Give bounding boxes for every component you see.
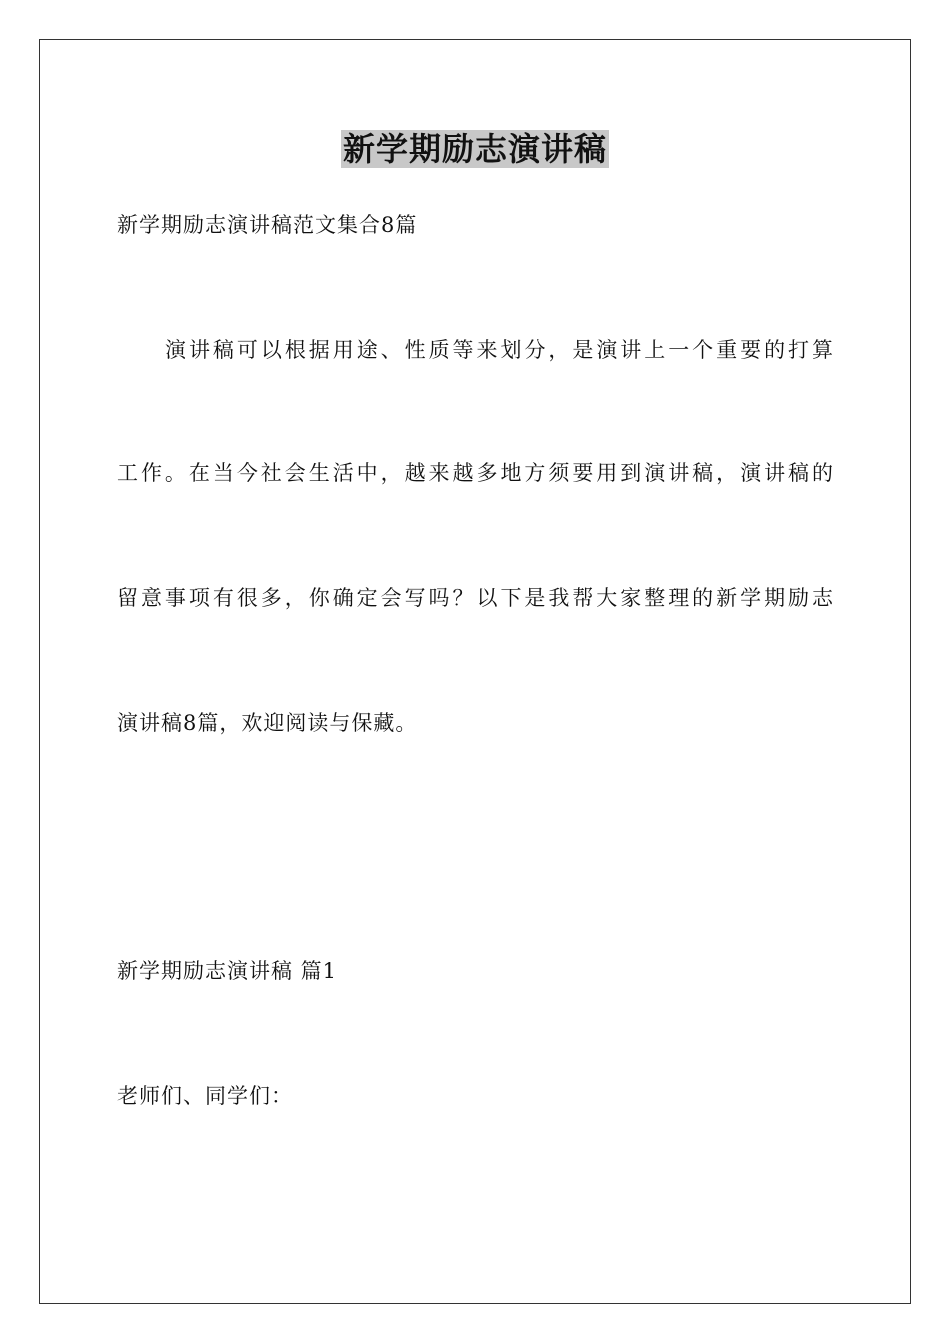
document-title-text: 新学期励志演讲稿 xyxy=(342,130,607,168)
intro-paragraph-line: 工作。在当今社会生活中，越来越多地方须要用到演讲稿，演讲稿的 xyxy=(117,461,833,485)
greeting-line: 老师们、同学们： xyxy=(117,1084,293,1108)
section-heading: 新学期励志演讲稿 篇1 xyxy=(117,959,338,983)
intro-paragraph-line: 留意事项有很多，你确定会写吗？以下是我帮大家整理的新学期励志 xyxy=(117,586,833,610)
intro-paragraph-line: 演讲稿8篇，欢迎阅读与保藏。 xyxy=(117,711,418,735)
document-title xyxy=(0,128,950,170)
document-subtitle: 新学期励志演讲稿范文集合8篇 xyxy=(117,213,418,237)
intro-paragraph-line: 演讲稿可以根据用途、性质等来划分，是演讲上一个重要的打算 xyxy=(165,338,833,362)
